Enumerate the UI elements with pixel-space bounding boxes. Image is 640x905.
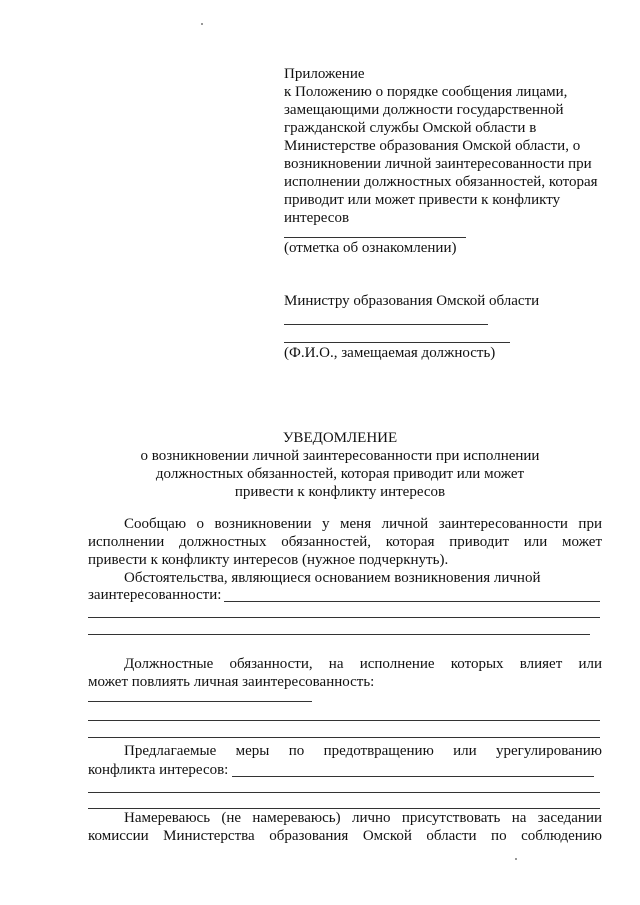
- p1-line: исполнении должностных обязанностей, которая приводит или может: [88, 534, 602, 550]
- appendix-line: приводит или может привести к конфликту: [284, 192, 561, 208]
- measures-field-line[interactable]: [88, 792, 600, 793]
- duties-field-line[interactable]: [88, 737, 600, 738]
- p2-line: заинтересованности:: [88, 587, 222, 603]
- appendix-line: замещающими должности государственной: [284, 102, 564, 118]
- p2-line: Обстоятельства, являющиеся основанием возникновения личной: [124, 570, 541, 586]
- appendix-line: возникновении личной заинтересованности при: [284, 156, 592, 172]
- p5-line: комиссии Министерства образования Омской области по соблюдению: [88, 828, 602, 844]
- scan-speck: [515, 858, 517, 860]
- addressee-blank-line: [284, 342, 510, 343]
- circumstances-field-line[interactable]: [88, 617, 600, 618]
- notice-subtitle-line: должностных обязанностей, которая приводит или может: [155, 466, 525, 482]
- notice-title: УВЕДОМЛЕНИЕ: [282, 430, 398, 446]
- circumstances-field-line[interactable]: [224, 601, 600, 602]
- p1-line: Сообщаю о возникновении у меня личной заинтересованности при: [124, 516, 602, 532]
- appendix-line: интересов: [284, 210, 350, 226]
- measures-field-line[interactable]: [232, 776, 594, 777]
- p1-line: привести к конфликту интересов (нужное подчеркнуть).: [88, 552, 449, 568]
- addressee-caption: (Ф.И.О., замещаемая должность): [284, 345, 496, 361]
- appendix-line: Министерстве образования Омской области, о: [284, 138, 581, 154]
- appendix-line: Приложение: [284, 66, 365, 82]
- notice-subtitle-line: привести к конфликту интересов: [234, 484, 446, 500]
- p3-line: Должностные обязанности, на исполнение которых влияет или: [124, 656, 602, 672]
- ack-caption: (отметка об ознакомлении): [284, 240, 457, 256]
- p4-line: Предлагаемые меры по предотвращению или урегулированию: [124, 743, 602, 759]
- ack-blank-line: [284, 237, 466, 238]
- appendix-line: к Положению о порядке сообщения лицами,: [284, 84, 568, 100]
- circumstances-field-line[interactable]: [88, 634, 590, 635]
- appendix-line: гражданской службы Омской области в: [284, 120, 537, 136]
- addressee-blank-line: [284, 324, 488, 325]
- scan-speck: [201, 23, 203, 25]
- p4-line: конфликта интересов:: [88, 762, 229, 778]
- duties-field-line[interactable]: [88, 720, 600, 721]
- addressee-to: Министру образования Омской области: [284, 293, 540, 309]
- measures-field-line[interactable]: [88, 808, 600, 809]
- notice-subtitle-line: о возникновении личной заинтересованности при исполнении: [140, 448, 540, 464]
- p3-line: может повлиять личная заинтересованность:: [88, 674, 375, 690]
- appendix-line: исполнении должностных обязанностей, которая: [284, 174, 598, 190]
- p5-line: Намереваюсь (не намереваюсь) лично присутствовать на заседании: [124, 810, 602, 826]
- duties-field-line[interactable]: [88, 701, 312, 702]
